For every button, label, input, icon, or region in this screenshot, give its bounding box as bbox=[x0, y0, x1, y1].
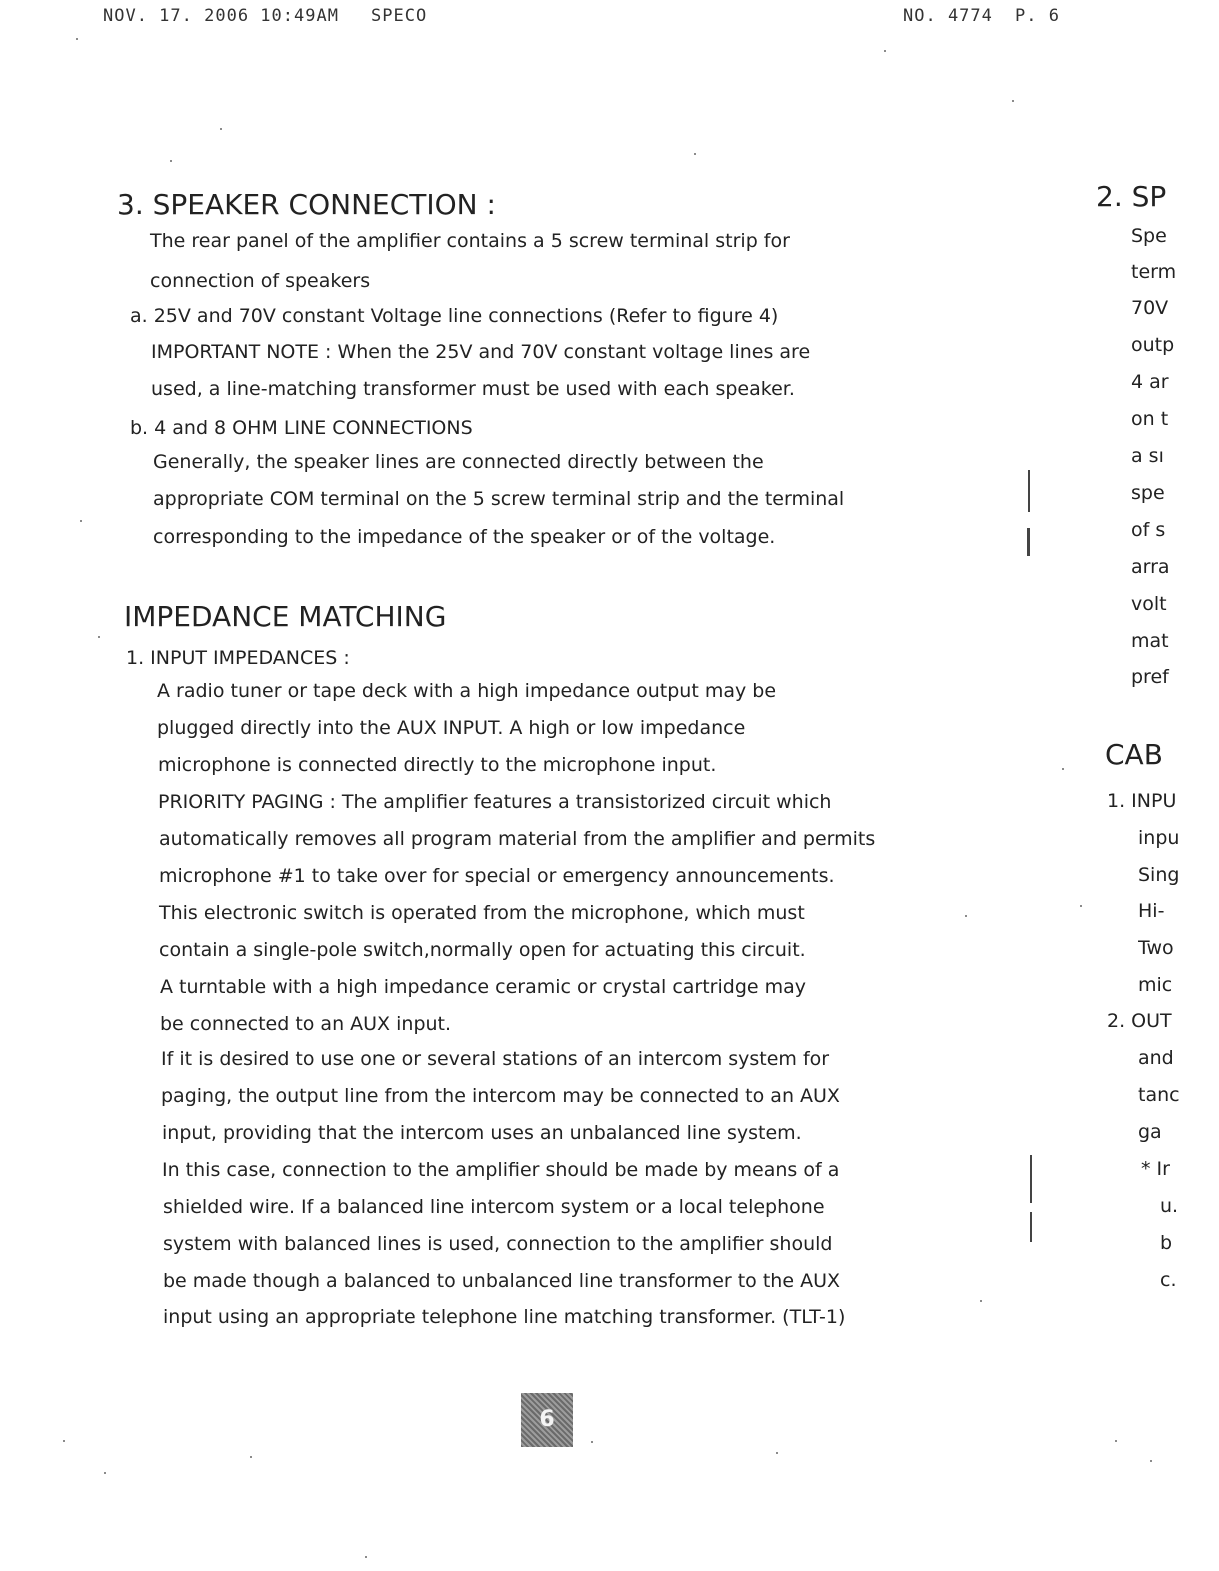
text-line: be connected to an AUX input. bbox=[160, 1013, 452, 1035]
scan-speck bbox=[63, 1440, 65, 1442]
scan-speck bbox=[694, 153, 696, 155]
right-line: Sing bbox=[1138, 864, 1180, 886]
text-line: be made though a balanced to unbalanced line transformer to the AUX bbox=[163, 1270, 840, 1292]
right-line: 2. OUT bbox=[1107, 1010, 1172, 1032]
binding-mark bbox=[1030, 1155, 1032, 1203]
text-line: A turntable with a high impedance ceramic or crystal cartridge may bbox=[160, 976, 806, 998]
text-line: paging, the output line from the intercom may be connected to an AUX bbox=[161, 1085, 840, 1107]
binding-mark bbox=[1030, 1212, 1032, 1242]
right-line: Hi- bbox=[1138, 900, 1165, 922]
right-line: mat bbox=[1131, 630, 1169, 652]
right-line: a sı bbox=[1131, 445, 1164, 467]
fax-page: P. 6 bbox=[1015, 6, 1060, 26]
right-line: arra bbox=[1131, 556, 1170, 578]
text-line: b. 4 and 8 OHM LINE CONNECTIONS bbox=[130, 417, 473, 439]
scan-speck bbox=[1150, 1460, 1152, 1462]
text-line: used, a line-matching transformer must be used with each speaker. bbox=[151, 378, 795, 400]
text-line: microphone #1 to take over for special or emergency announcements. bbox=[159, 865, 835, 887]
text-line: The rear panel of the amplifier contains a 5 screw terminal strip for bbox=[150, 230, 790, 252]
right-line: u. bbox=[1160, 1195, 1179, 1217]
right-line: ga bbox=[1138, 1121, 1162, 1143]
right-line: volt bbox=[1131, 593, 1167, 615]
scan-speck bbox=[591, 1441, 593, 1443]
right-line: b bbox=[1160, 1232, 1173, 1254]
right-line: inpu bbox=[1138, 827, 1180, 849]
right-line: Spe bbox=[1131, 225, 1167, 247]
right-heading: CAB bbox=[1105, 738, 1163, 771]
section-heading: 3. SPEAKER CONNECTION : bbox=[117, 188, 496, 221]
subheading: 1. INPUT IMPEDANCES : bbox=[126, 647, 350, 669]
text-line: a. 25V and 70V constant Voltage line connections (Refer to figure 4) bbox=[130, 305, 779, 327]
text-line: automatically removes all program material from the amplifier and permits bbox=[159, 828, 876, 850]
text-line: IMPORTANT NOTE : When the 25V and 70V constant voltage lines are bbox=[151, 341, 811, 363]
right-line: outp bbox=[1131, 334, 1175, 356]
scan-speck bbox=[80, 520, 82, 522]
fax-datetime: NOV. 17. 2006 10:49AM bbox=[103, 6, 339, 26]
fax-company: SPECO bbox=[371, 6, 428, 26]
page-number: 6 bbox=[521, 1393, 573, 1447]
right-line: tanc bbox=[1138, 1084, 1180, 1106]
scan-speck bbox=[250, 1456, 252, 1458]
text-line: If it is desired to use one or several stations of an intercom system for bbox=[161, 1048, 830, 1070]
right-line: on t bbox=[1131, 408, 1169, 430]
text-line: contain a single-pole switch,normally open for actuating this circuit. bbox=[159, 939, 806, 961]
text-line: This electronic switch is operated from the microphone, which must bbox=[159, 902, 805, 924]
text-line: shielded wire. If a balanced line intercom system or a local telephone bbox=[163, 1196, 825, 1218]
text-line: PRIORITY PAGING : The amplifier features a transistorized circuit which bbox=[158, 791, 832, 813]
text-line: A radio tuner or tape deck with a high impedance output may be bbox=[157, 680, 777, 702]
scan-speck bbox=[104, 1472, 106, 1474]
right-line: 1. INPU bbox=[1107, 790, 1177, 812]
text-line: microphone is connected directly to the microphone input. bbox=[158, 754, 717, 776]
right-line: and bbox=[1138, 1047, 1174, 1069]
scan-speck bbox=[980, 1300, 982, 1302]
right-line: 70V bbox=[1131, 297, 1169, 319]
scan-speck bbox=[884, 50, 886, 52]
right-line: term bbox=[1131, 261, 1177, 283]
text-line: In this case, connection to the amplifier should be made by means of a bbox=[162, 1159, 840, 1181]
right-line: spe bbox=[1131, 482, 1165, 504]
scan-speck bbox=[776, 1452, 778, 1454]
scan-speck bbox=[76, 38, 78, 40]
text-line: plugged directly into the AUX INPUT. A high or low impedance bbox=[157, 717, 746, 739]
scan-speck bbox=[98, 636, 100, 638]
scan-speck bbox=[1012, 100, 1014, 102]
text-line: corresponding to the impedance of the speaker or of the voltage. bbox=[153, 526, 776, 548]
scan-speck bbox=[1062, 768, 1064, 770]
right-line: mic bbox=[1138, 974, 1173, 996]
text-line: input using an appropriate telephone line matching transformer. (TLT-1) bbox=[163, 1306, 846, 1328]
text-line: Generally, the speaker lines are connected directly between the bbox=[153, 451, 764, 473]
scan-speck bbox=[1080, 905, 1082, 907]
right-line: Two bbox=[1138, 937, 1174, 959]
scan-speck bbox=[220, 128, 222, 130]
text-line: system with balanced lines is used, connection to the amplifier should bbox=[163, 1233, 833, 1255]
scan-speck bbox=[365, 1556, 367, 1558]
right-line: * Ir bbox=[1141, 1158, 1170, 1180]
right-line: pref bbox=[1131, 666, 1169, 688]
text-line: appropriate COM terminal on the 5 screw terminal strip and the terminal bbox=[153, 488, 845, 510]
binding-mark bbox=[1028, 470, 1030, 512]
section-heading: IMPEDANCE MATCHING bbox=[124, 600, 447, 633]
text-line: input, providing that the intercom uses an unbalanced line system. bbox=[162, 1122, 802, 1144]
fax-header bbox=[0, 6, 1219, 36]
right-heading: 2. SP bbox=[1096, 180, 1167, 213]
scan-speck bbox=[1115, 1440, 1117, 1442]
right-line: of s bbox=[1131, 519, 1166, 541]
scan-speck bbox=[965, 915, 967, 917]
right-line: c. bbox=[1160, 1269, 1177, 1291]
fax-number: NO. 4774 bbox=[903, 6, 993, 26]
scan-speck bbox=[170, 160, 172, 162]
right-line: 4 ar bbox=[1131, 371, 1169, 393]
text-line: connection of speakers bbox=[150, 270, 371, 292]
binding-mark bbox=[1027, 528, 1030, 556]
